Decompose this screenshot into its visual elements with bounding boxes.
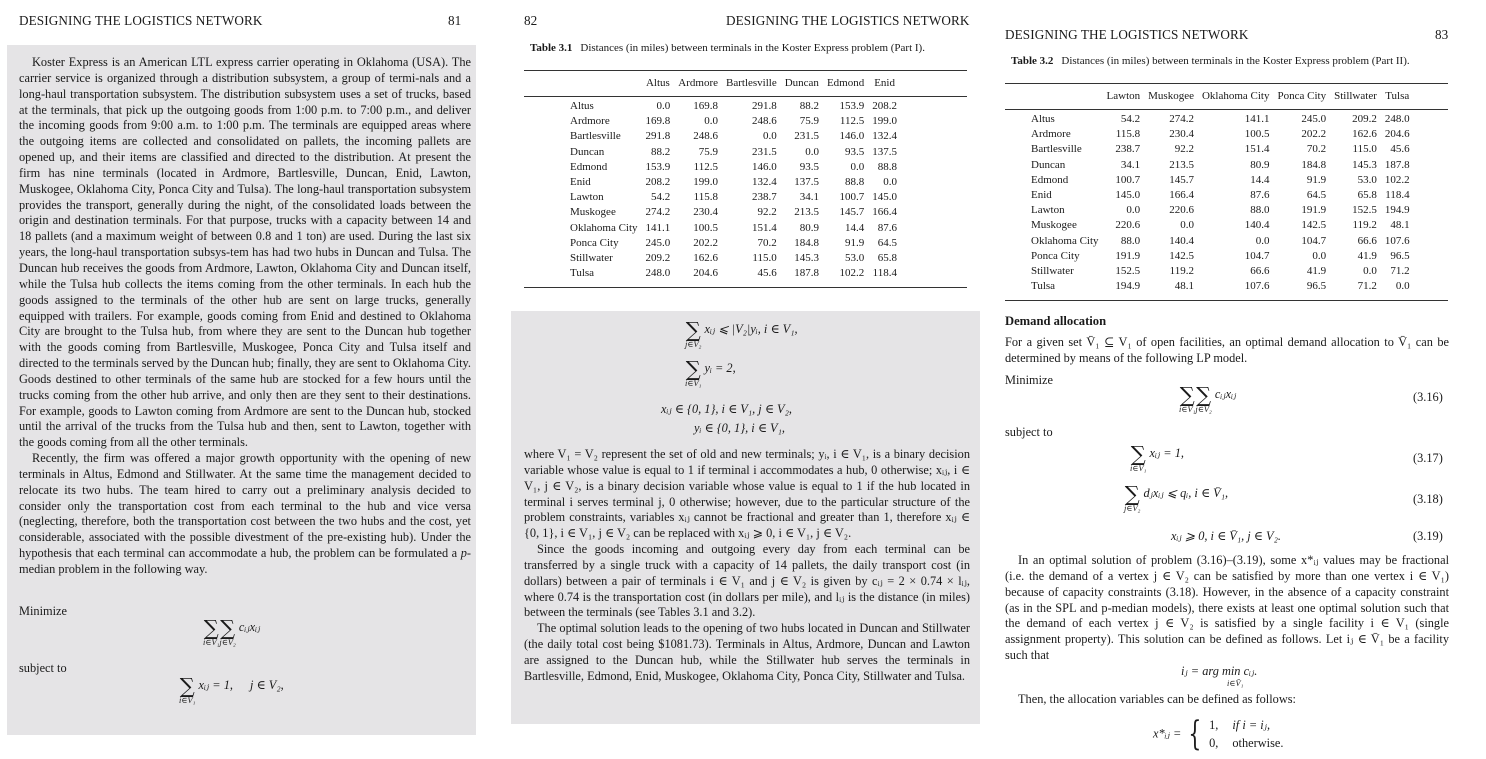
- column-header: Tulsa: [1385, 90, 1410, 102]
- distance-cell: 80.9: [799, 221, 819, 234]
- distance-cell: 238.7: [1115, 143, 1141, 156]
- distance-cell: 291.8: [645, 130, 671, 143]
- distance-cell: 140.4: [1244, 219, 1270, 232]
- table-row: [570, 114, 901, 129]
- distance-cell: 162.6: [693, 252, 718, 265]
- distance-cell: 145.3: [1352, 158, 1377, 171]
- distance-cell: 71.2: [1357, 280, 1377, 293]
- distance-cell: 87.6: [1250, 189, 1270, 202]
- distance-cell: 132.4: [751, 176, 777, 189]
- distance-cell: 142.5: [1301, 219, 1327, 232]
- assignment-constraint: ∑ i∈V₁ xᵢⱼ = 1, j ∈ V₂,: [179, 674, 284, 705]
- distance-cell: 41.9: [1306, 265, 1327, 278]
- row-label: Muskogee: [570, 206, 616, 219]
- distance-cell: 187.8: [1384, 158, 1410, 171]
- distance-cell: 220.6: [1169, 204, 1194, 217]
- distance-cell: 54.2: [651, 191, 671, 204]
- distance-cell: 0.0: [1363, 265, 1377, 278]
- table-row: [570, 145, 901, 160]
- distance-cell: 88.0: [1250, 204, 1270, 217]
- distance-cell: 140.4: [1169, 234, 1194, 247]
- distance-cell: 184.8: [1301, 158, 1327, 171]
- table-row: [1031, 218, 1414, 233]
- distance-cell: 54.2: [1120, 113, 1141, 125]
- distance-cell: 199.0: [693, 176, 718, 189]
- distance-cell: 137.5: [794, 176, 819, 189]
- distance-cell: 115.0: [1352, 143, 1377, 156]
- distance-cell: 202.2: [1301, 128, 1327, 141]
- distance-cell: 92.2: [757, 206, 777, 219]
- distance-cell: 248.0: [1384, 113, 1410, 125]
- table-row: [1031, 234, 1414, 249]
- row-label: Edmond: [570, 160, 608, 173]
- case-paragraph-1: Koster Express is an American LTL express carrier operating in Oklahoma (USA). The carrier service is organized through a distribution subsystem, a group of termi-nals and a long-haul transportation subsystem. The distribution subsystem uses a set of trucks, based at the terminals, that pick up the outgoing goods from 1:00 p.m. to 7:00 p.m., and deliver the incoming goods from 9:00 a.m. to 1:00 p.m. The terminals are equipped areas where the outgoing items are collected and consolidated on pallets, the incoming pallets are opened up, and their items are classified and directed to the distribution. At present the firm has nine terminals (located in Ardmore, Bartlesville, Duncan, Enid, Lawton, Muskogee, Oklahoma City, Ponca City and Tulsa). The long-haul transportation subsystem provides the transport, generally during the night, of the consolidated loads between the origin and destination terminals. For that purpose, trucks with a capacity between 14 and 18 pallets (and a maximum weight of between 0.8 and 1 ton) are used. During the last six years, the long-haul transportation subsys-tem has had two hubs in Duncan and Tulsa. The Duncan hub receives the goods from Ardmore, Lawton, Oklahoma City and Duncan itself, while the Tulsa hub collects the items coming from the other terminals. In each hub the goods assigned to the terminals of the other hub are sent on large trucks, generally equipped with trailers. For example, goods coming from Enid and destined to Oklahoma City are brought to the Tulsa hub, from where they are sent to the Duncan hub together with the goods coming from Bartlesville, Muskogee, Ponca City and Tulsa itself and directed to the terminals served by the Duncan hub; finally, they are sent to Oklahoma City. Goods destined to other terminals of the same hub are stocked for a few hours until the trucks coming from the other hub arrive, and only then are they sent to their destinations. For example, goods to Lawton coming from Ardmore are sent to the Duncan hub, stocked until the arrival of the trucks from the Tulsa hub and then, sent to Lawton, together with the goods coming from all the other terminals.: [19, 55, 471, 450]
- distance-cell: 93.5: [799, 160, 819, 173]
- row-label: Ardmore: [570, 115, 610, 128]
- distance-cell: 115.0: [752, 252, 777, 265]
- table-row: [570, 190, 901, 205]
- distance-cell: 146.0: [839, 130, 865, 143]
- distance-cell: 112.5: [839, 115, 865, 128]
- optimal-solution-paragraph: In an optimal solution of problem (3.16)–(3.19), some x*ᵢⱼ values may be fractional (i.e. the demand of a vertex j ∈ V₂ can be satisfied by more than one vertex i ∈ V₁) because of capacity constraints (3.18). However, in the absence of a capacity constraint (as in the SPL and p-median models), there exists at least one optimal solution such that the demand of each vertex j ∈ V₂ is satisfied by a single facility i ∈ V₁ (single assignment property). This solution can be defined as follows. Let iⱼ ∈ V̄₁ be a facility such that: [1005, 553, 1449, 663]
- distance-cell: 75.9: [698, 145, 718, 158]
- distance-cell: 230.4: [1169, 128, 1194, 141]
- distance-cell: 191.9: [1301, 204, 1327, 217]
- column-header: Lawton: [1106, 90, 1141, 102]
- table-bottom-rule: [1005, 300, 1448, 301]
- distance-cell: 141.1: [645, 221, 671, 234]
- distance-cell: 187.8: [794, 267, 819, 280]
- running-head: DESIGNING THE LOGISTICS NETWORK: [1005, 27, 1249, 42]
- distance-cell: 118.4: [872, 267, 897, 280]
- distance-cell: 0.0: [1255, 234, 1270, 247]
- distance-cell: 96.5: [1390, 249, 1410, 262]
- piecewise-definition: x*ᵢⱼ = { 1, if i = iⱼ, 0, otherwise.: [1153, 714, 1284, 754]
- distance-cell: 91.9: [844, 236, 865, 249]
- distance-cell: 65.8: [1357, 189, 1377, 202]
- distance-cell: 91.9: [1306, 173, 1327, 186]
- distance-cell: 88.0: [1120, 234, 1141, 247]
- distance-cell: 53.0: [1357, 173, 1377, 186]
- distance-cell: 66.6: [1250, 265, 1270, 278]
- page-number: 82: [524, 13, 538, 28]
- table-row: [570, 251, 901, 266]
- table-header-row: [570, 70, 901, 96]
- row-label: Lawton: [1031, 204, 1065, 217]
- distance-cell: 145.7: [839, 206, 865, 219]
- constraint-3-19: xᵢⱼ ⩾ 0, i ∈ V̄₁, j ∈ V₂.: [1171, 529, 1281, 543]
- distance-cell: 145.0: [1115, 189, 1141, 202]
- distance-cell: 162.6: [1352, 128, 1377, 141]
- distance-cell: 104.7: [1244, 249, 1270, 262]
- table-header-row: [1031, 83, 1414, 109]
- table-bottom-rule: [524, 287, 967, 288]
- distance-cell: 92.2: [1174, 143, 1194, 156]
- distance-cell: 34.1: [1120, 158, 1141, 171]
- row-label: Tulsa: [570, 267, 595, 280]
- row-label: Altus: [570, 100, 594, 112]
- distance-cell: 204.6: [1384, 128, 1410, 141]
- column-header: Duncan: [784, 77, 819, 89]
- hub-capacity-constraint: ∑ j∈V₂ xᵢⱼ ⩽ |V₂|yᵢ, i ∈ V₁,: [685, 318, 798, 349]
- distance-cell: 238.7: [751, 191, 777, 204]
- row-label: Bartlesville: [1031, 143, 1082, 156]
- distance-cell: 88.8: [844, 176, 865, 189]
- table-row: [570, 205, 901, 220]
- table-row: [570, 160, 901, 175]
- distance-cell: 66.6: [1357, 234, 1377, 247]
- distance-cell: 0.0: [762, 130, 777, 143]
- column-header: Altus: [645, 77, 670, 89]
- cost-paragraph: Since the goods incoming and outgoing every day from each terminal can be transferred by a single truck with a capacity of 14 pallets, the daily transport cost (in dollars) between a pair of terminals i ∈ V₁ and j ∈ V₂ is given by cᵢⱼ = 2 × 0.74 × lᵢⱼ, where 0.74 is the transportation cost (in dollars per mile), and lᵢⱼ is the distance (in miles) between the terminals (see Tables 3.1 and 3.2).: [524, 542, 970, 620]
- distance-cell: 75.9: [799, 115, 819, 128]
- distance-cell: 14.4: [844, 221, 865, 234]
- row-label: Muskogee: [1031, 219, 1077, 232]
- row-label: Ponca City: [1031, 249, 1080, 262]
- distance-cell: 119.2: [1352, 219, 1377, 232]
- distance-cell: 0.0: [1126, 204, 1141, 217]
- distance-cell: 118.4: [1385, 189, 1410, 202]
- distance-cell: 169.8: [645, 115, 671, 128]
- constraint-3-17: ∑ i∈V̄₁ xᵢⱼ = 1,: [1130, 442, 1184, 473]
- table-caption: Table 3.2 Distances (in miles) between terminals in the Koster Express problem (Part II).: [1011, 55, 1410, 67]
- running-head: DESIGNING THE LOGISTICS NETWORK: [19, 13, 263, 28]
- distance-cell: 146.0: [751, 160, 777, 173]
- row-label: Enid: [570, 176, 591, 189]
- distance-cell: 274.2: [645, 206, 671, 219]
- distance-cell: 202.2: [693, 236, 718, 249]
- row-label: Stillwater: [570, 252, 613, 265]
- objective-function: ∑ i∈V₁ ∑ j∈V₂ cᵢⱼxᵢⱼ: [203, 616, 261, 647]
- equation-number: (3.16): [1413, 390, 1443, 404]
- page-number: 81: [448, 13, 462, 28]
- table-corner-cell: [570, 70, 642, 96]
- table-row: [570, 266, 901, 281]
- row-label: Altus: [1031, 113, 1055, 125]
- column-header: Bartlesville: [726, 77, 777, 89]
- column-header: Ardmore: [678, 77, 718, 89]
- column-header: Edmond: [826, 77, 865, 89]
- case-study-box-continued: [511, 311, 980, 724]
- distance-table-part-1: [570, 70, 901, 281]
- distance-cell: 166.4: [1169, 189, 1194, 202]
- column-header: Muskogee: [1148, 90, 1194, 102]
- subject-to-label: subject to: [19, 661, 67, 675]
- hub-count-constraint: ∑ i∈V₁ yᵢ = 2,: [685, 357, 736, 388]
- case-paragraph-2: Recently, the firm was offered a major growth opportunity with the opening of new terminals in Altus, Edmond and Stillwater. At the same time the management decided to relocate its two hubs. The team hired to carry out a preliminary analysis decided to consider only the transportation cost from each terminal to the hub and vice versa (neglecting, therefore, both the transportation cost between the two hubs and the cost, yet considerable, associated with the possible divestment of the pre-existing hub). Under the hypothesis that each terminal can accommodate a hub, the problem can be formulated a p-median problem in the following way.: [19, 451, 471, 576]
- minimize-label: Minimize: [19, 604, 67, 618]
- equation-number: (3.17): [1413, 451, 1443, 465]
- running-head: DESIGNING THE LOGISTICS NETWORK: [726, 13, 970, 28]
- page-83: [993, 0, 1486, 759]
- table-row: [1031, 127, 1414, 142]
- distance-cell: 65.8: [877, 252, 897, 265]
- distance-cell: 151.4: [751, 221, 777, 234]
- row-label: Ardmore: [1031, 128, 1071, 141]
- distance-cell: 220.6: [1115, 219, 1141, 232]
- distance-cell: 152.5: [1352, 204, 1377, 217]
- distance-cell: 100.7: [839, 191, 865, 204]
- table-row: [1031, 249, 1414, 264]
- distance-cell: 0.0: [805, 145, 819, 158]
- distance-cell: 107.6: [1384, 234, 1410, 247]
- distance-cell: 53.0: [844, 252, 865, 265]
- distance-cell: 142.5: [1169, 249, 1194, 262]
- distance-cell: 248.6: [751, 115, 777, 128]
- row-label: Duncan: [1031, 158, 1066, 171]
- distance-cell: 230.4: [693, 206, 718, 219]
- row-label: Lawton: [570, 191, 604, 204]
- distance-cell: 119.2: [1169, 265, 1194, 278]
- row-label: Oklahoma City: [570, 221, 638, 234]
- column-header: Enid: [874, 77, 895, 89]
- distance-cell: 274.2: [1169, 113, 1194, 125]
- subject-to-label: subject to: [1005, 425, 1053, 439]
- minimize-label: Minimize: [1005, 373, 1053, 387]
- row-label: Bartlesville: [570, 130, 621, 143]
- table-corner-cell: [1031, 83, 1103, 109]
- table-row: [1031, 173, 1414, 188]
- intro-paragraph: For a given set V̄₁ ⊆ V₁ of open facilities, an optimal demand allocation to V̄₁ can be determined by means of the following LP model.: [1005, 335, 1449, 365]
- distance-cell: 0.0: [1312, 249, 1327, 262]
- table-row: [570, 236, 901, 251]
- distance-cell: 0.0: [1180, 219, 1194, 232]
- distance-cell: 102.2: [1384, 173, 1410, 186]
- distance-cell: 14.4: [1250, 173, 1270, 186]
- column-header: Oklahoma City: [1201, 90, 1270, 102]
- distance-cell: 107.6: [1244, 280, 1270, 293]
- distance-cell: 100.7: [1115, 173, 1141, 186]
- table-row: [1031, 188, 1414, 203]
- distance-cell: 169.8: [693, 100, 718, 112]
- equation-number: (3.18): [1413, 492, 1443, 506]
- y-binary-constraint: yᵢ ∈ {0, 1}, i ∈ V₁,: [694, 421, 785, 435]
- row-label: Oklahoma City: [1031, 234, 1099, 247]
- distance-cell: 41.9: [1357, 249, 1377, 262]
- argmin-definition: iⱼ = arg min cᵢⱼ. i∈V̄₁: [1181, 664, 1258, 688]
- distance-cell: 191.9: [1115, 249, 1141, 262]
- distance-cell: 209.2: [1352, 113, 1377, 125]
- distance-cell: 115.8: [693, 191, 718, 204]
- distance-cell: 248.6: [693, 130, 718, 143]
- distance-cell: 0.0: [1395, 280, 1410, 293]
- distance-cell: 145.7: [1169, 173, 1194, 186]
- distance-cell: 132.4: [872, 130, 897, 143]
- distance-cell: 213.5: [794, 206, 819, 219]
- distance-cell: 141.1: [1244, 113, 1270, 125]
- constraint-3-18: ∑ j∈V₂ dⱼxᵢⱼ ⩽ qᵢ, i ∈ V̄₁,: [1124, 482, 1229, 513]
- distance-cell: 112.5: [693, 160, 718, 173]
- table-row: [1031, 158, 1414, 173]
- x-binary-constraint: xᵢⱼ ∈ {0, 1}, i ∈ V₁, j ∈ V₂,: [661, 402, 792, 416]
- distance-cell: 166.4: [872, 206, 897, 219]
- distance-cell: 184.8: [794, 236, 819, 249]
- distance-cell: 102.2: [839, 267, 865, 280]
- column-header: Ponca City: [1277, 90, 1327, 102]
- table-row: [1031, 109, 1414, 127]
- distance-cell: 48.1: [1174, 280, 1194, 293]
- table-row: [570, 221, 901, 236]
- page-82: [508, 0, 983, 759]
- distance-cell: 64.5: [1306, 189, 1327, 202]
- distance-cell: 145.3: [794, 252, 819, 265]
- row-label: Stillwater: [1031, 265, 1074, 278]
- distance-cell: 96.5: [1306, 280, 1327, 293]
- distance-cell: 145.0: [872, 191, 897, 204]
- distance-cell: 87.6: [877, 221, 897, 234]
- distance-cell: 64.5: [877, 236, 897, 249]
- section-heading: Demand allocation: [1005, 314, 1107, 328]
- distance-cell: 0.0: [883, 176, 897, 189]
- solution-paragraph: The optimal solution leads to the opening of two hubs located in Duncan and Stillwater (the daily total cost being $1081.73). Terminals in Altus, Ardmore, Duncan and Lawton are assigned to the Duncan hub, while the Stillwater hub serves the terminals in Bartlesville, Edmond, Enid, Muskogee, Oklahoma City, Ponca City, Stillwater and Tulsa.: [524, 621, 970, 683]
- distance-cell: 152.5: [1115, 265, 1141, 278]
- table-row: [570, 175, 901, 190]
- distance-cell: 0.0: [704, 115, 718, 128]
- distance-cell: 71.2: [1390, 265, 1410, 278]
- distance-cell: 0.0: [850, 160, 865, 173]
- distance-cell: 137.5: [872, 145, 897, 158]
- distance-cell: 213.5: [1169, 158, 1194, 171]
- distance-cell: 151.4: [1244, 143, 1270, 156]
- distance-cell: 153.9: [839, 100, 865, 112]
- table-row: [570, 129, 901, 144]
- table-row: [570, 96, 901, 114]
- distance-cell: 245.0: [645, 236, 671, 249]
- distance-cell: 80.9: [1250, 158, 1270, 171]
- distance-cell: 208.2: [872, 100, 897, 112]
- then-text: Then, the allocation variables can be defined as follows:: [1018, 692, 1296, 706]
- distance-cell: 34.1: [799, 191, 819, 204]
- distance-cell: 70.2: [757, 236, 777, 249]
- row-label: Edmond: [1031, 173, 1069, 186]
- table-row: [1031, 203, 1414, 218]
- distance-cell: 204.6: [693, 267, 718, 280]
- distance-cell: 88.2: [799, 100, 819, 112]
- distance-cell: 245.0: [1301, 113, 1327, 125]
- distance-cell: 209.2: [645, 252, 671, 265]
- distance-cell: 0.0: [656, 100, 671, 112]
- objective-3-16: ∑ i∈V̄₁ ∑ j∈V₂ cᵢⱼxᵢⱼ: [1179, 383, 1237, 414]
- distance-cell: 48.1: [1390, 219, 1410, 232]
- case-study-box: [7, 45, 476, 735]
- distance-cell: 194.9: [1115, 280, 1141, 293]
- row-label: Enid: [1031, 189, 1052, 202]
- table-row: [1031, 279, 1414, 294]
- distance-table-part-2: [1031, 83, 1414, 294]
- column-header: Stillwater: [1334, 90, 1377, 102]
- distance-cell: 93.5: [844, 145, 865, 158]
- distance-cell: 100.5: [693, 221, 718, 234]
- distance-cell: 100.5: [1244, 128, 1270, 141]
- row-label: Duncan: [570, 145, 605, 158]
- distance-cell: 208.2: [645, 176, 671, 189]
- equation-number: (3.19): [1413, 529, 1443, 543]
- distance-cell: 153.9: [645, 160, 671, 173]
- distance-cell: 45.6: [757, 267, 777, 280]
- distance-cell: 194.9: [1384, 204, 1410, 217]
- distance-cell: 248.0: [645, 267, 671, 280]
- distance-cell: 291.8: [751, 100, 777, 112]
- distance-cell: 88.2: [651, 145, 671, 158]
- distance-cell: 231.5: [794, 130, 819, 143]
- row-label: Ponca City: [570, 236, 619, 249]
- table-caption: Table 3.1 Distances (in miles) between terminals in the Koster Express problem (Part I).: [530, 42, 925, 54]
- distance-cell: 115.8: [1115, 128, 1141, 141]
- page-number: 83: [1435, 27, 1449, 42]
- distance-cell: 70.2: [1306, 143, 1327, 156]
- variables-paragraph: where V₁ = V₂ represent the set of old and new terminals; yᵢ, i ∈ V₁, is a binary decision variable whose value is equal to 1 if terminal i accommodates a hub, 0 otherwise; xᵢⱼ, i ∈ V₁, j ∈ V₂, is a binary decision variable whose value is equal to 1 if the hub located in terminal i serves terminal j, 0 otherwise; however, due to the particular structure of the problem constraints, variables xᵢⱼ cannot be fractional and greater than 1, therefore xᵢⱼ ∈ {0, 1}, i ∈ V₁, j ∈ V₂ can be replaced with xᵢⱼ ⩾ 0, i ∈ V₁, j ∈ V₂.: [524, 447, 970, 541]
- table-row: [1031, 264, 1414, 279]
- page-81: [0, 0, 495, 759]
- distance-cell: 231.5: [751, 145, 777, 158]
- distance-cell: 199.0: [872, 115, 897, 128]
- distance-cell: 45.6: [1390, 143, 1410, 156]
- row-label: Tulsa: [1031, 280, 1056, 293]
- distance-cell: 88.8: [877, 160, 897, 173]
- distance-cell: 104.7: [1301, 234, 1327, 247]
- table-row: [1031, 142, 1414, 157]
